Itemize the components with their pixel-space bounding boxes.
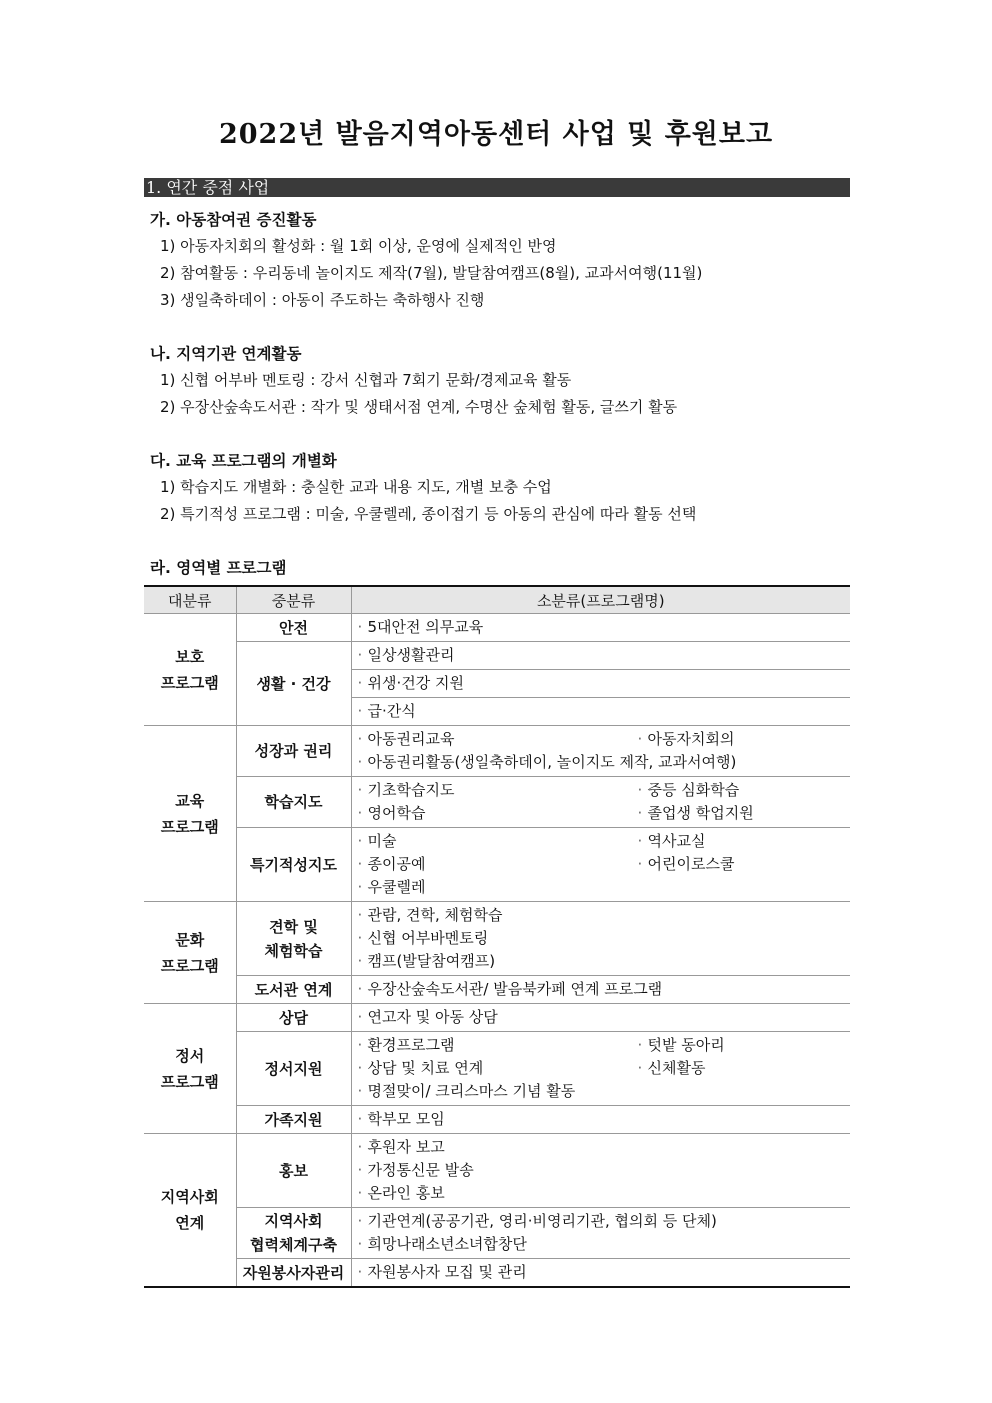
table-row	[144, 726, 850, 777]
page-title: 2022년 발음지역아동센터 사업 및 후원보고	[218, 119, 774, 150]
table-row	[144, 828, 850, 902]
mid-category: 도서관 연계	[236, 976, 351, 1004]
mid-category: 견학 및 체험학습	[236, 902, 351, 976]
table-row	[144, 976, 850, 1004]
sub-category: · 기관연계(공공기관, 영리·비영리기관, 협의회 등 단체) · 희망나래소년소녀합창단	[351, 1208, 850, 1259]
sub-category: · 후원자 보고 · 가정통신문 발송 · 온라인 홍보	[351, 1134, 850, 1208]
major-category: 문화 프로그램	[144, 902, 236, 1004]
mid-category: 학습지도	[236, 777, 351, 828]
list-item: 2) 참여활동 : 우리동네 놀이지도 제작(7월), 발달참여캠프(8월), 교과서여행(11월)	[160, 264, 703, 282]
mid-category: 정서지원	[236, 1032, 351, 1106]
program-table	[144, 585, 850, 1288]
table-row	[144, 1208, 850, 1259]
table-row	[144, 642, 850, 670]
group-heading: 다. 교육 프로그램의 개별화	[150, 452, 337, 470]
table-row	[144, 1004, 850, 1032]
mid-category: 지역사회 협력체계구축	[236, 1208, 351, 1259]
group-heading: 가. 아동참여권 증진활동	[150, 211, 317, 229]
mid-category: 생활 · 건강	[236, 642, 351, 726]
list-item: 2) 특기적성 프로그램 : 미술, 우쿨렐레, 종이접기 등 아동의 관심에 따라 활동 선택	[160, 505, 697, 523]
table-row	[144, 1259, 850, 1288]
group-heading: 라. 영역별 프로그램	[150, 559, 287, 577]
table-header-row	[144, 586, 850, 614]
sub-category: · 관람, 견학, 체험학습 · 신협 어부바멘토링 · 캠프(발달참여캠프)	[351, 902, 850, 976]
major-category: 교육 프로그램	[144, 726, 236, 902]
table-row	[144, 614, 850, 642]
sub-category: · 5대안전 의무교육	[351, 614, 850, 642]
list-item: 1) 학습지도 개별화 : 충실한 교과 내용 지도, 개별 보충 수업	[160, 478, 552, 496]
group-heading: 나. 지역기관 연계활동	[150, 345, 302, 363]
section-heading: 1. 연간 중점 사업	[144, 178, 850, 197]
table-row	[144, 902, 850, 976]
table-row	[144, 777, 850, 828]
sub-category: · 자원봉사자 모집 및 관리	[351, 1259, 850, 1288]
sub-category: · 위생·건강 지원	[351, 670, 850, 698]
mid-category: 안전	[236, 614, 351, 642]
list-item: 2) 우장산숲속도서관 : 작가 및 생태서점 연계, 수명산 숲체험 활동, 글쓰기 활동	[160, 398, 678, 416]
mid-category: 가족지원	[236, 1106, 351, 1134]
header-major: 대분류	[144, 586, 236, 614]
sub-category: · 연고자 및 아동 상담	[351, 1004, 850, 1032]
list-item: 1) 신협 어부바 멘토링 : 강서 신협과 7회기 문화/경제교육 활동	[160, 371, 572, 389]
table-row	[144, 1032, 850, 1106]
header-mid: 중분류	[236, 586, 351, 614]
sub-category: · 일상생활관리	[351, 642, 850, 670]
mid-category: 상담	[236, 1004, 351, 1032]
sub-category: · 기초학습지도 · 중등 심화학습 · 영어학습 · 졸업생 학업지원	[351, 777, 850, 828]
table-row	[144, 1106, 850, 1134]
sub-category: · 아동권리교육 · 아동자치회의 · 아동권리활동(생일축하데이, 놀이지도 제작, 교과서여행)	[351, 726, 850, 777]
list-item: 1) 아동자치회의 활성화 : 월 1회 이상, 운영에 실제적인 반영	[160, 237, 557, 255]
sub-category: · 환경프로그램 · 텃밭 동아리 · 상담 및 치료 연계 · 신체활동 · 명절맞이/ 크리스마스 기념 활동	[351, 1032, 850, 1106]
mid-category: 성장과 권리	[236, 726, 351, 777]
major-category: 정서 프로그램	[144, 1004, 236, 1134]
sub-category: · 학부모 모임	[351, 1106, 850, 1134]
mid-category: 홍보	[236, 1134, 351, 1208]
mid-category: 특기적성지도	[236, 828, 351, 902]
mid-category: 자원봉사자관리	[236, 1259, 351, 1288]
sub-category: · 급·간식	[351, 698, 850, 726]
major-category: 보호 프로그램	[144, 614, 236, 726]
list-item: 3) 생일축하데이 : 아동이 주도하는 축하행사 진행	[160, 291, 485, 309]
sub-category: · 우장산숲속도서관/ 발음북카페 연계 프로그램	[351, 976, 850, 1004]
table-row	[144, 1134, 850, 1208]
header-sub: 소분류(프로그램명)	[351, 586, 850, 614]
major-category: 지역사회 연계	[144, 1134, 236, 1288]
sub-category: · 미술 · 역사교실 · 종이공예 · 어린이로스쿨 · 우쿨렐레	[351, 828, 850, 902]
